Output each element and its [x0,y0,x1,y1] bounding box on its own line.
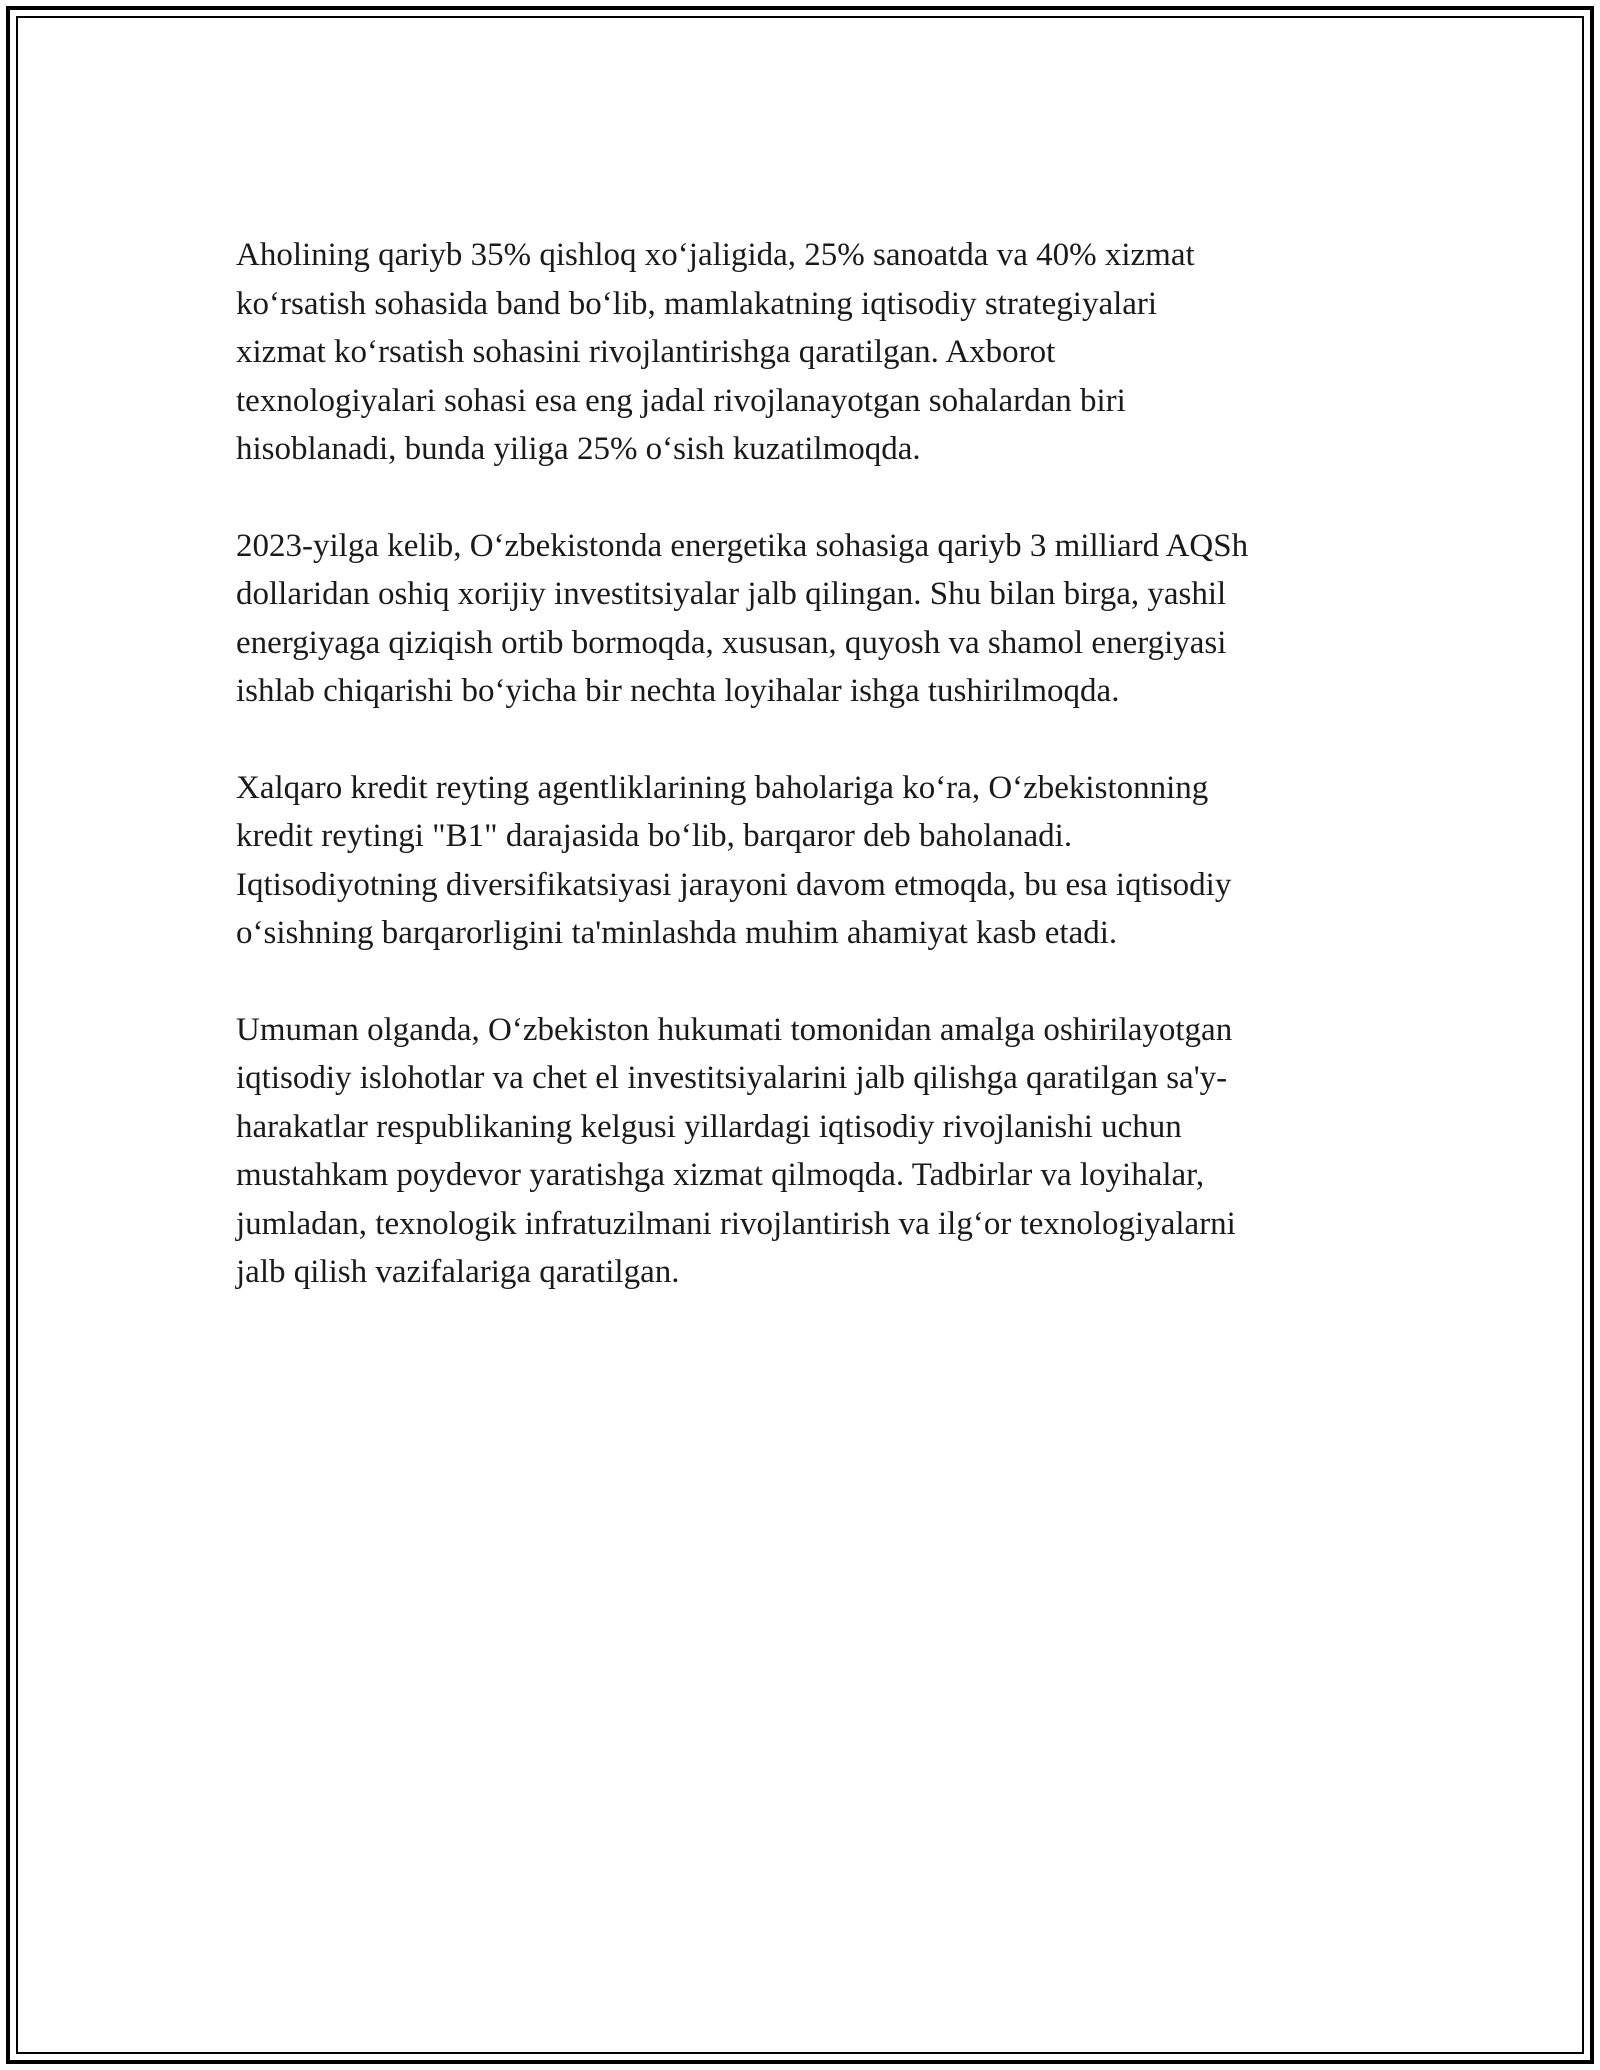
paragraph-credit-rating: Xalqaro kredit reyting agentliklarining baholariga ko‘ra, O‘zbekistonning kredit reytingi "B1" darajasida bo‘lib, barqaror deb baholanadi. Iqtisodiyotning diversifikatsiyasi jarayoni davom etmoqda, bu esa iqtisodiy o‘sishning barqarorligini ta'minlashda muhim ahamiyat kasb etadi. [236,769,1232,951]
paragraph-energy-investment: 2023-yilga kelib, O‘zbekistonda energetika sohasiga qariyb 3 milliard AQSh dollaridan oshiq xorijiy investitsiyalar jalb qilingan. Shu bilan birga, yashil energiyaga qiziqish ortib bormoqda, xususan, quyosh va shamol energiyasi ishlab chiqarishi bo‘yicha bir nechta loyihalar ishga tushirilmoqda. [236,527,1249,709]
paragraph-workforce: Aholining qariyb 35% qishloq xo‘jaligida, 25% sanoatda va 40% xizmat ko‘rsatish sohasida band bo‘lib, mamlakatning iqtisodiy strategiyalari xizmat ko‘rsatish sohasini rivojlantirishga qaratilgan. Axborot texnologiyalari sohasi esa eng jadal rivojlanayotgan sohalardan biri hisoblanadi, bunda yiliga 25% o‘sish kuzatilmoqda. [236,237,1195,467]
document-body [236,231,1366,1345]
paragraph-conclusion: Umuman olganda, O‘zbekiston hukumati tomonidan amalga oshirilayotgan iqtisodiy islohotlar va chet el investitsiyalarini jalb qilishga qaratilgan sa'y- harakatlar respublikaning kelgusi yillardagi iqtisodiy rivojlanishi uchun mustahkam poydevor yaratishga xizmat qilmoqda. Tadbirlar va loyihalar, jumladan, texnologik infratuzilmani rivojlantirish va ilg‘or texnologiyalarni jalb qilish vazifalariga qaratilgan. [236,1011,1236,1290]
